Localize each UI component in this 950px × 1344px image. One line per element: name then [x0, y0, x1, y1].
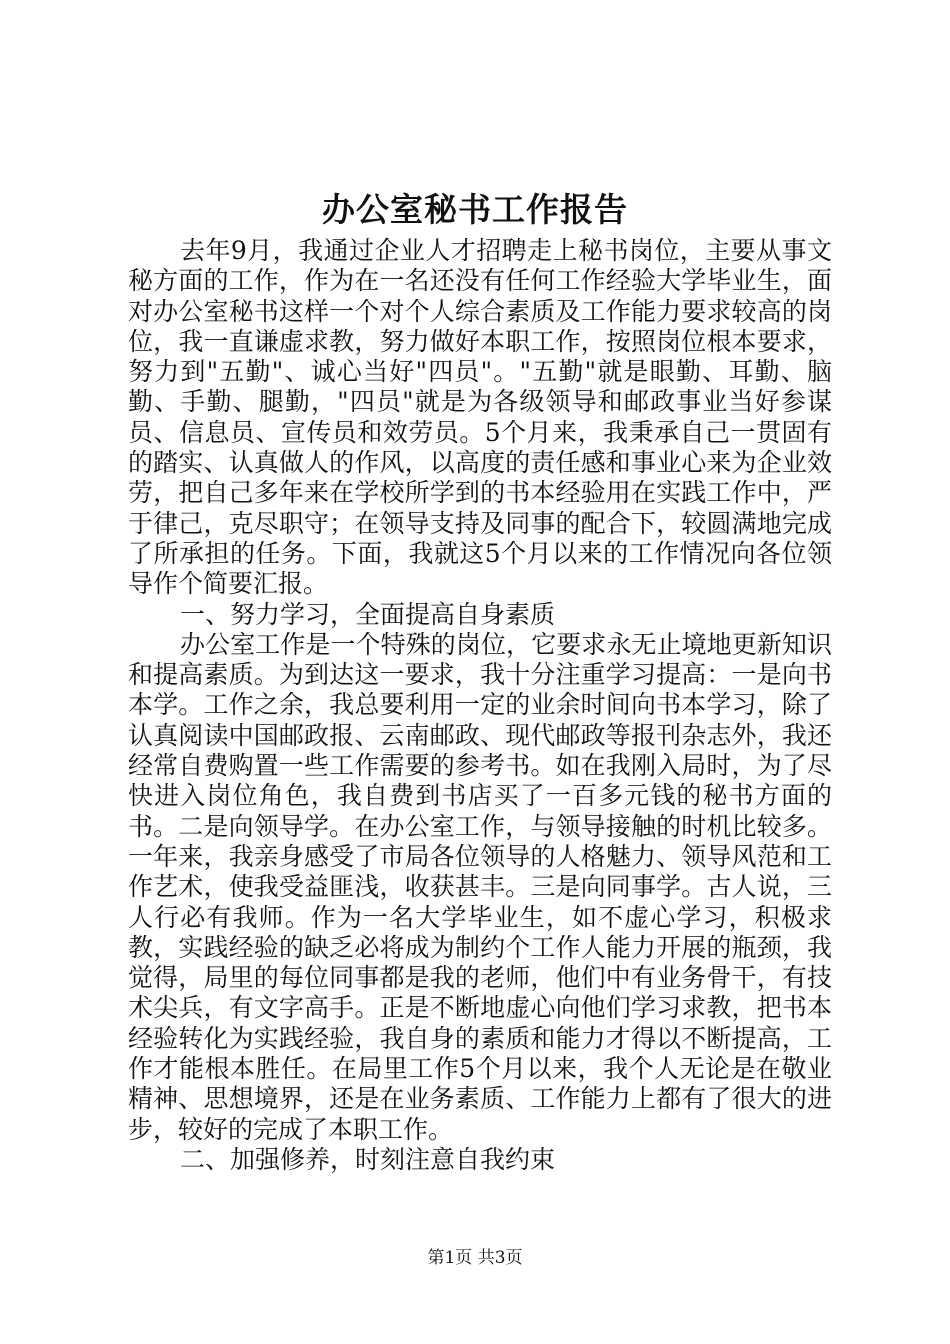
paragraph-study: 办公室工作是一个特殊的岗位，它要求永无止境地更新知识和提高素质。为到达这一要求，我十分注重学习提高：一是向书本学。工作之余，我总要利用一定的业余时间向书本学习，除了认真阅读中国邮政报、云南邮政、现代邮政等报刊杂志外，我还经常自费购置一些工作需要的参考书。如在我刚入局时，为了尽快进入岗位角色，我自费到书店买了一百多元钱的秘书方面的书。二是向领导学。在办公室工作，与领导接触的时机比较多。一年来，我亲身感受了市局各位领导的人格魅力、领导风范和工作艺术，使我受益匪浅，收获甚丰。三是向同事学。古人说，三人行必有我师。作为一名大学毕业生，如不虚心学习，积极求教，实践经验的缺乏必将成为制约个工作人能力开展的瓶颈，我觉得，局里的每位同事都是我的老师，他们中有业务骨干，有技术尖兵，有文字高手。正是不断地虚心向他们学习求教，把书本经验转化为实践经验，我自身的素质和能力才得以不断提高，工作才能根本胜任。在局里工作5个月以来，我个人无论是在敬业精神、思想境界，还是在业务素质、工作能力上都有了很大的进步，较好的完成了本职工作。 [128, 629, 832, 1144]
document-title: 办公室秘书工作报告 [322, 190, 628, 229]
document-body [128, 236, 832, 1175]
page-footer: 第1页 共3页 [427, 1248, 523, 1268]
section-heading-2: 二、加强修养，时刻注意自我约束 [180, 1144, 556, 1174]
section-heading-1: 一、努力学习，全面提高自身素质 [180, 599, 556, 629]
paragraph-intro: 去年9月，我通过企业人才招聘走上秘书岗位，主要从事文秘方面的工作，作为在一名还没有任何工作经验大学毕业生，面对办公室秘书这样一个对个人综合素质及工作能力要求较高的岗位，我一直谦虚求教，努力做好本职工作，按照岗位根本要求，努力到"五勤"、诚心当好"四员"。"五勤"就是眼勤、耳勤、脑勤、手勤、腿勤，"四员"就是为各级领导和邮政事业当好参谋员、信息员、宣传员和效劳员。5个月来，我秉承自己一贯固有的踏实、认真做人的作风，以高度的责任感和事业心来为企业效劳，把自己多年来在学校所学到的书本经验用在实践工作中，严于律己，克尽职守；在领导支持及同事的配合下，较圆满地完成了所承担的任务。下面，我就这5个月以来的工作情况向各位领导作个简要汇报。 [128, 236, 832, 599]
